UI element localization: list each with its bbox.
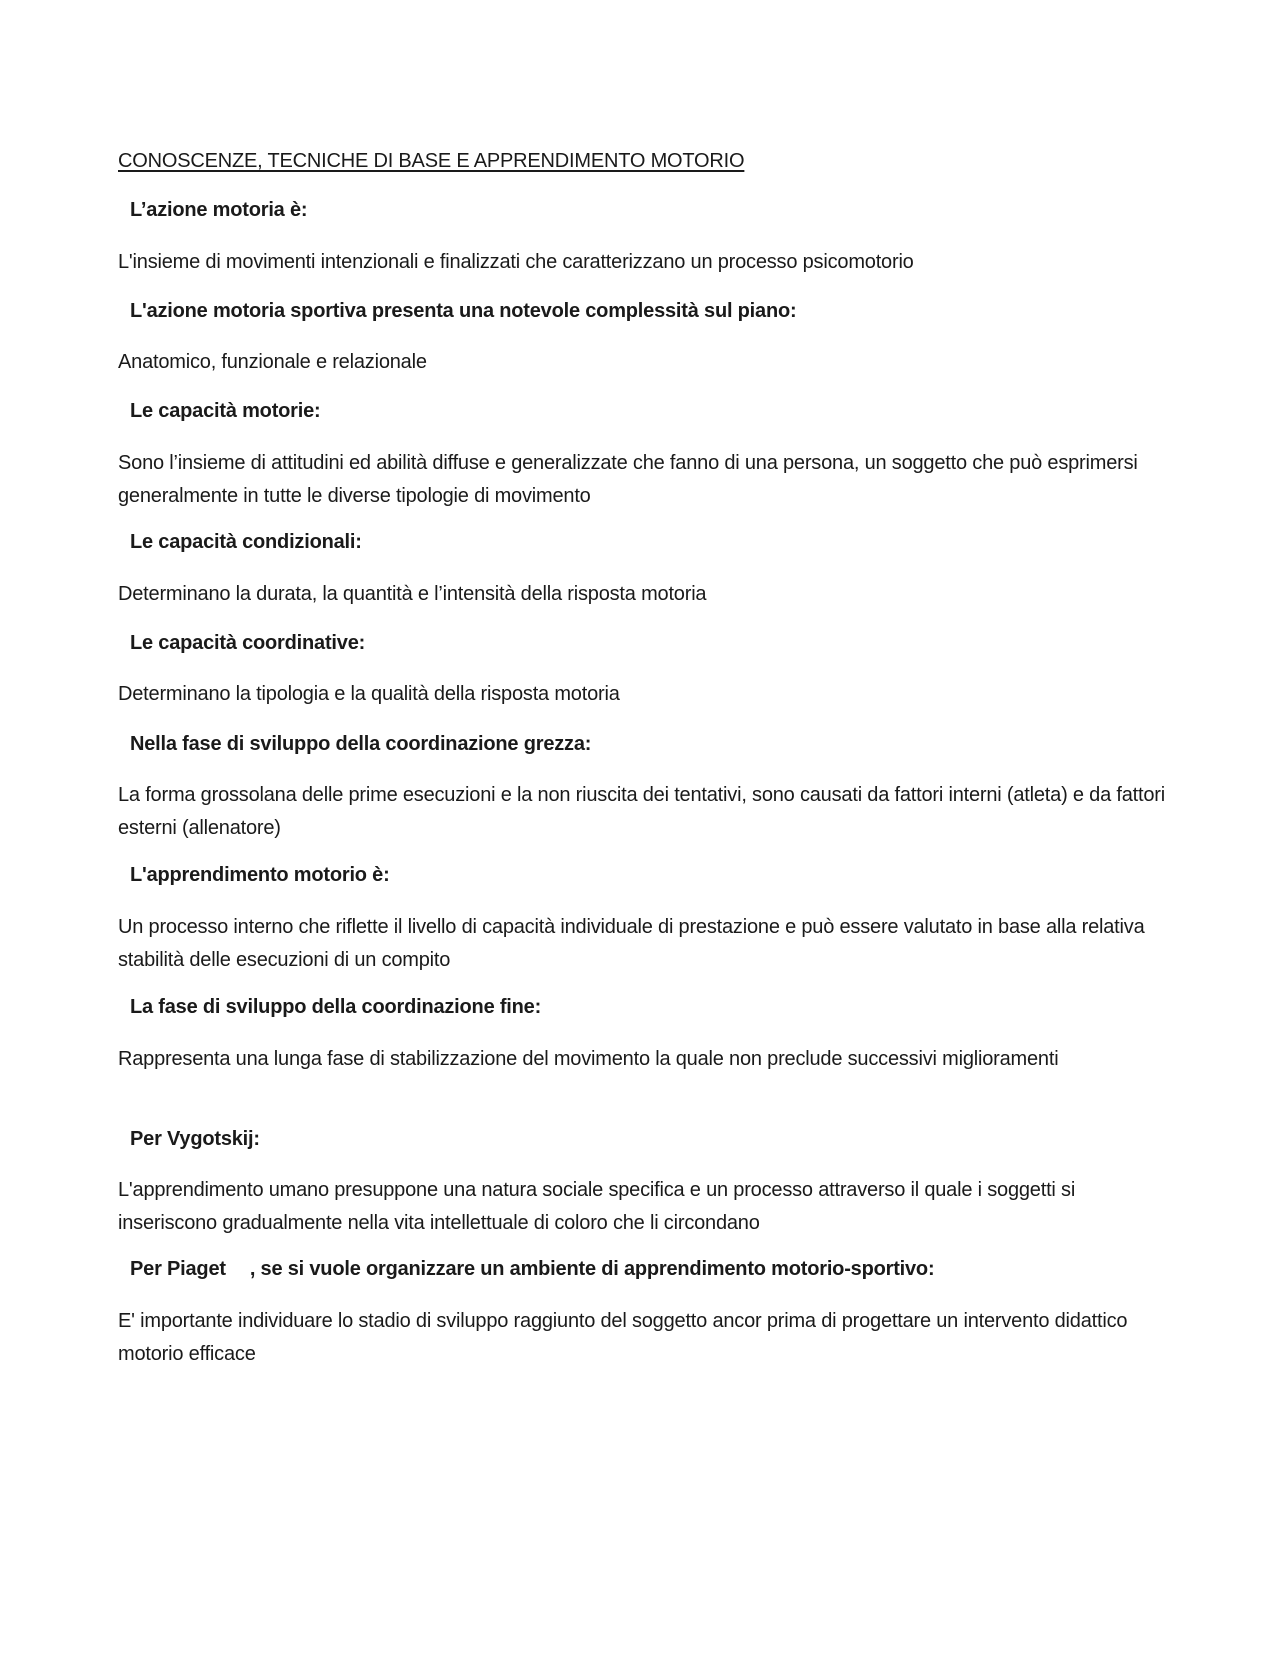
question-3: Le capacità motorie:: [130, 400, 321, 422]
answer-10: E' importante individuare lo stadio di sviluppo raggiunto del soggetto ancor prima di progettare un intervento didattico motorio efficace: [118, 1310, 1128, 1365]
answer-8: Rappresenta una lunga fase di stabilizzazione del movimento la quale non preclude successivi miglioramenti: [118, 1048, 1059, 1070]
question-5: Le capacità coordinative:: [130, 632, 366, 654]
question-8: La fase di sviluppo della coordinazione fine:: [130, 996, 542, 1018]
answer-5: Determinano la tipologia e la qualità della risposta motoria: [118, 683, 620, 705]
answer-3: Sono l’insieme di attitudini ed abilità diffuse e generalizzate che fanno di una persona, un soggetto che può esprimersi generalmente in tutte le diverse tipologie di movimento: [118, 452, 1138, 507]
document-title: CONOSCENZE, TECNICHE DI BASE E APPRENDIMENTO MOTORIO: [118, 150, 745, 172]
question-10-part2: , se si vuole organizzare un ambiente di apprendimento motorio-sportivo:: [249, 1258, 935, 1280]
answer-9: L'apprendimento umano presuppone una natura sociale specifica e un processo attraverso il quale i soggetti si inseriscono gradualmente nella vita intellettuale di coloro che li circondano: [118, 1179, 1076, 1234]
answer-7: Un processo interno che riflette il livello di capacità individuale di prestazione e può essere valutato in base alla relativa stabilità delle esecuzioni di un compito: [118, 916, 1145, 971]
question-4: Le capacità condizionali:: [130, 531, 362, 553]
question-10-part1: Per Piaget: [130, 1258, 226, 1280]
question-9: Per Vygotskij:: [130, 1128, 260, 1150]
answer-6: La forma grossolana delle prime esecuzioni e la non riuscita dei tentativi, sono causati da fattori interni (atleta) e da fattori esterni (allenatore): [118, 784, 1166, 839]
question-1: L’azione motoria è:: [130, 199, 308, 221]
question-2: L'azione motoria sportiva presenta una notevole complessità sul piano:: [130, 300, 797, 322]
answer-1: L'insieme di movimenti intenzionali e finalizzati che caratterizzano un processo psicomotorio: [118, 251, 914, 273]
answer-4: Determinano la durata, la quantità e l’intensità della risposta motoria: [118, 583, 707, 605]
answer-2: Anatomico, funzionale e relazionale: [118, 351, 427, 373]
question-7: L'apprendimento motorio è:: [130, 864, 390, 886]
question-10: [130, 1258, 934, 1281]
question-6: Nella fase di sviluppo della coordinazione grezza:: [130, 733, 592, 755]
